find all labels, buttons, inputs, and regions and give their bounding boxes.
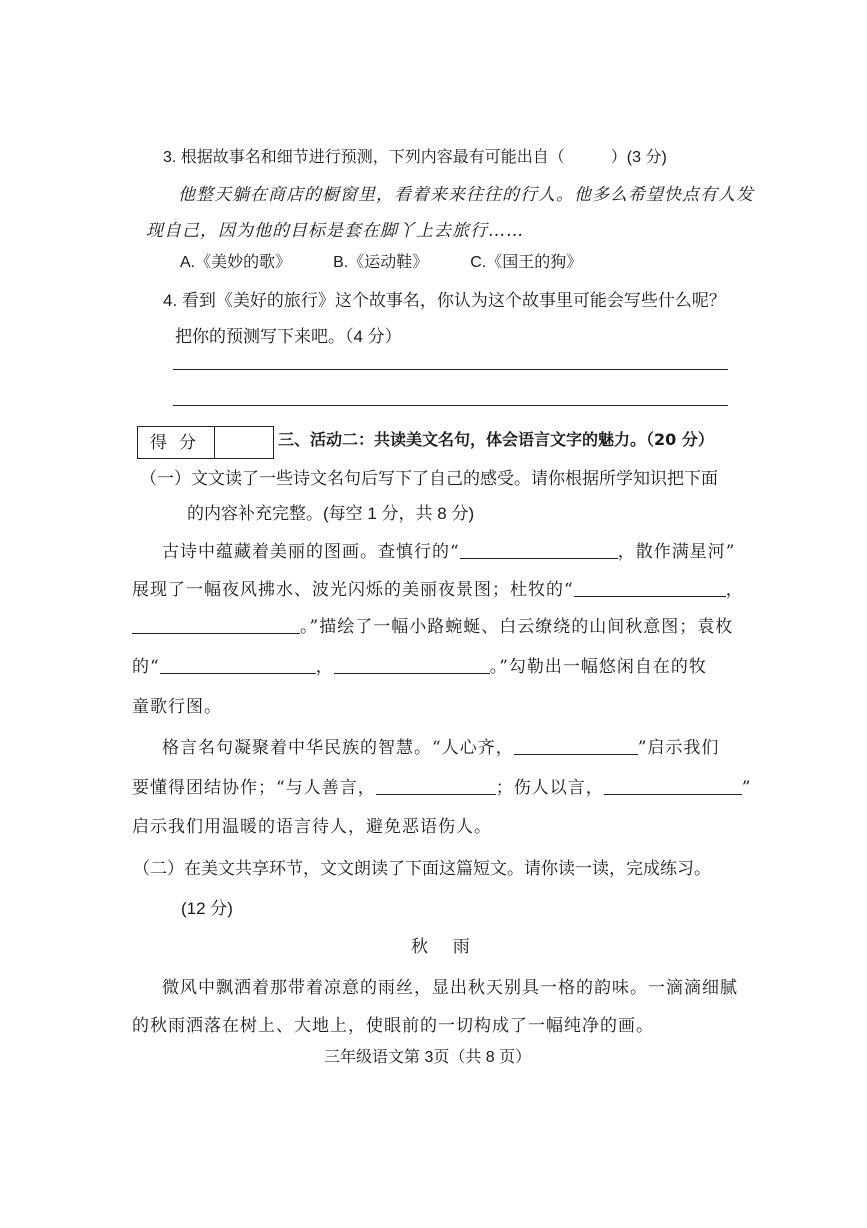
proverb-paragraph-line-3: 启示我们用温暖的语言待人，避免恶语伤人。 xyxy=(132,817,492,837)
poem-paragraph-line-4 xyxy=(132,655,707,679)
poem-paragraph-line-5: 童歌行图。 xyxy=(132,697,222,717)
text-segment: 。”描绘了一幅小路蜿蜒、白云缭绕的山间秋意图；袁枚 xyxy=(300,617,734,637)
score-box xyxy=(137,426,274,459)
part-1-intro-line-1: （一）文文读了一些诗文名句后写下了自己的感受。请你根据所学知识把下面 xyxy=(140,469,718,488)
article-line-2: 的秋雨洒落在树上、大地上，使眼前的一切构成了一幅纯净的画。 xyxy=(132,1016,654,1036)
q3-score: ）(3 分) xyxy=(610,149,667,166)
fill-blank-6[interactable] xyxy=(514,736,638,755)
fill-blank-3[interactable] xyxy=(132,615,300,634)
text-segment: ” xyxy=(741,778,752,798)
poem-paragraph-line-1 xyxy=(162,540,735,564)
option-c[interactable]: C.《国王的狗》 xyxy=(470,254,583,271)
page-footer: 三年级语文第 3页（共 8 页） xyxy=(324,1049,532,1066)
text-segment: 古诗中蕴藏着美丽的图画。查慎行的“ xyxy=(162,542,460,562)
poem-paragraph-line-3 xyxy=(132,615,733,639)
score-label: 得分 xyxy=(138,427,215,458)
text-segment: 格言名句凝聚着中华民族的智慧。“人心齐， xyxy=(162,738,514,758)
text-segment: 。”勾勒出一幅悠闲自在的牧 xyxy=(489,657,707,677)
part-2-intro-line-2: (12 分) xyxy=(181,899,233,918)
fill-blank-8[interactable] xyxy=(604,776,742,795)
proverb-paragraph-line-2 xyxy=(132,776,751,800)
q3-passage-line-2: 现自己，因为他的目标是套在脚丫上去旅行…… xyxy=(146,221,524,241)
answer-line-2[interactable] xyxy=(173,405,728,406)
text-segment: 展现了一幅夜风拂水、波光闪烁的美丽夜景图；杜牧的“ xyxy=(132,580,574,600)
section-3-title: 三、活动二：共读美文名句，体会语言文字的魅力。（20 分） xyxy=(278,430,714,449)
text-segment: ， xyxy=(725,580,744,600)
text-segment: ，散作满星河” xyxy=(617,542,736,562)
option-b[interactable]: B.《运动鞋》 xyxy=(333,254,429,271)
article-line-1: 微风中飘洒着那带着凉意的雨丝，显出秋天别具一格的韵味。一滴滴细腻 xyxy=(162,978,738,998)
text-segment: 的“ xyxy=(132,657,160,677)
text-segment: ”启示我们 xyxy=(637,738,720,758)
part-2-intro-line-1: （二）在美文共享环节，文文朗读了下面这篇短文。请你读一读，完成练习。 xyxy=(133,859,711,878)
fill-blank-5[interactable] xyxy=(334,655,490,674)
fill-blank-7[interactable] xyxy=(376,776,496,795)
score-value-cell[interactable] xyxy=(215,427,273,458)
q3-options xyxy=(180,251,624,275)
text-segment: 要懂得团结协作；“与人善言， xyxy=(132,778,376,798)
text-segment: ， xyxy=(315,657,334,677)
article-title: 秋 雨 xyxy=(411,937,480,956)
part-1-intro-line-2: 的内容补充完整。(每空 1 分，共 8 分) xyxy=(187,504,475,523)
q3-stem-text: 3. 根据故事名和细节进行预测，下列内容最有可能出自（ xyxy=(163,149,565,166)
option-a[interactable]: A.《美妙的歌》 xyxy=(180,254,292,271)
text-segment: ；伤人以言， xyxy=(495,778,604,798)
question-4-line-2: 把你的预测写下来吧。（4 分） xyxy=(175,327,402,346)
question-4-line-1: 4. 看到《美好的旅行》这个故事名，你认为这个故事里可能会写些什么呢？ xyxy=(163,291,726,310)
fill-blank-1[interactable] xyxy=(460,540,618,559)
fill-blank-4[interactable] xyxy=(160,655,316,674)
proverb-paragraph-line-1 xyxy=(162,736,719,760)
question-3-stem xyxy=(163,146,667,170)
q3-passage-line-1: 他整天躺在商店的橱窗里，看着来来往往的行人。他多么希望快点有人发 xyxy=(178,185,754,205)
answer-line-1[interactable] xyxy=(173,369,728,370)
poem-paragraph-line-2 xyxy=(132,578,744,602)
fill-blank-2[interactable] xyxy=(574,578,726,597)
